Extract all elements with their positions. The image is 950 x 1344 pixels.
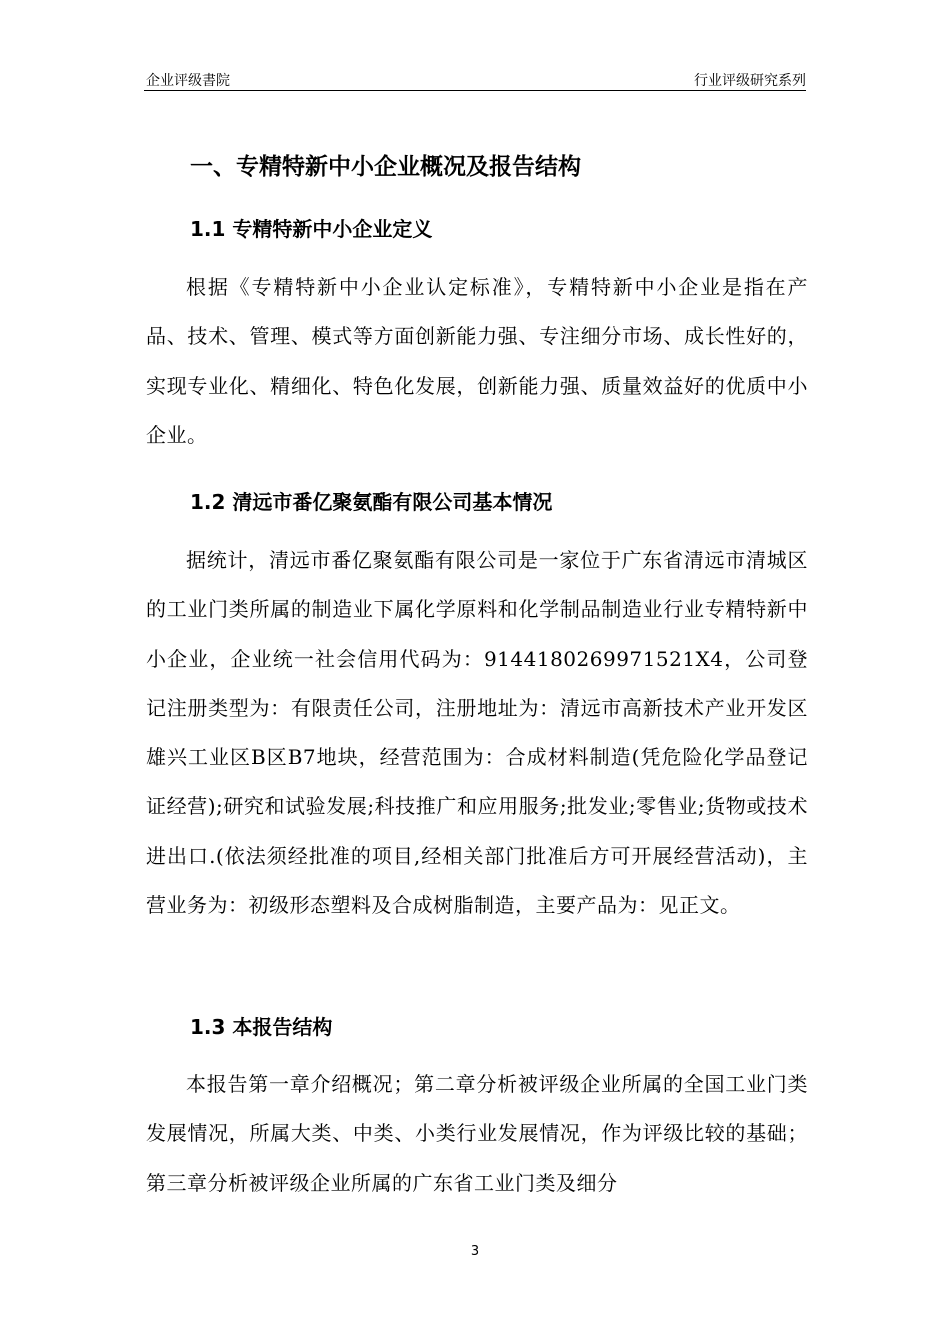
section-paragraph-1-3: 本报告第一章介绍概况；第二章分析被评级企业所属的全国工业门类发展情况，所属大类、中类、小类行业发展情况，作为评级比较的基础；第三章分析被评级企业所属的广东省工业门类及细分 bbox=[146, 1072, 808, 1195]
header-left-title: 企业评级書院 bbox=[146, 73, 230, 89]
section-heading-1-2: 1.2 清远市番亿聚氨酯有限公司基本情况 bbox=[190, 490, 553, 514]
header-right-title: 行业评级研究系列 bbox=[694, 73, 806, 89]
chapter-title: 一、专精特新中小企业概况及报告结构 bbox=[190, 154, 581, 180]
section-paragraph-1-1: 根据《专精特新中小企业认定标准》，专精特新中小企业是指在产品、技术、管理、模式等方面创新能力强、专注细分市场、成长性好的，实现专业化、精细化、特色化发展，创新能力强、质量效益好的优质中小企业。 bbox=[146, 275, 808, 447]
header-divider bbox=[144, 90, 806, 91]
section-paragraph-1-2: 据统计，清远市番亿聚氨酯有限公司是一家位于广东省清远市清城区的工业门类所属的制造业下属化学原料和化学制品制造业行业专精特新中小企业，企业统一社会信用代码为：9144180269971521X4，公司登记注册类型为：有限责任公司，注册地址为：清远市高新技术产业开发区雄兴工业区B区B7地块，经营范围为：合成材料制造(凭危险化学品登记证经营);研究和试验发展;科技推广和应用服务;批发业;零售业;货物或技术进出口.(依法须经批准的项目,经相关部门批准后方可开展经营活动)，主营业务为：初级形态塑料及合成树脂制造，主要产品为：见正文。 bbox=[146, 548, 808, 918]
page-number: 3 bbox=[470, 1244, 480, 1259]
section-heading-1-3: 1.3 本报告结构 bbox=[190, 1015, 333, 1039]
section-heading-1-1: 1.1 专精特新中小企业定义 bbox=[190, 217, 433, 241]
